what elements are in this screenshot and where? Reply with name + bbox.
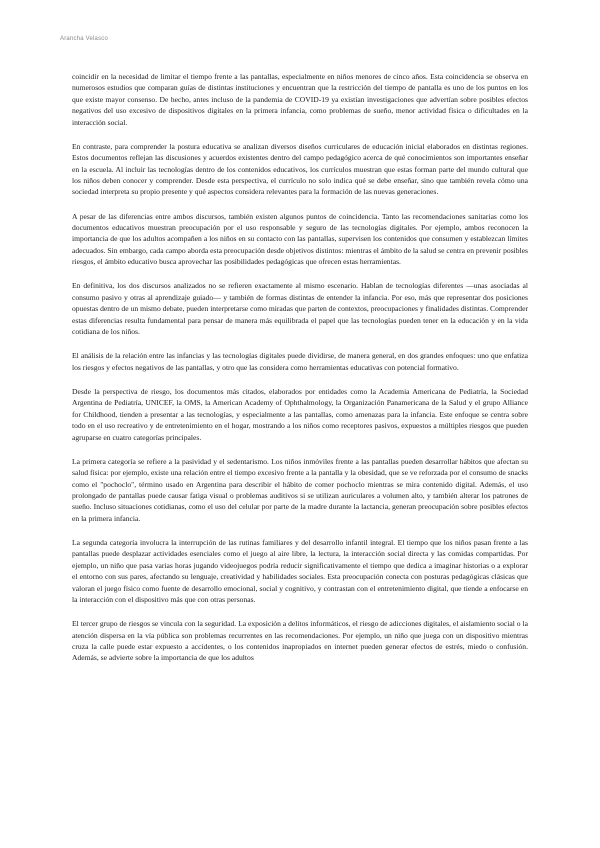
- paragraph: coincidir en la necesidad de limitar el tiempo frente a las pantallas, especialmente en niños menores de cinco años. Esta coincidencia se observa en numerosos estudios que comparan guías de distintas instituciones y encuentran que la restricción del tiempo de pantalla es uno de los puntos en los que existe mayor consenso. De hecho, antes incluso de la pandemia de COVID-19 ya existían investigaciones que advertían sobre posibles efectos negativos del uso excesivo de dispositivos digitales en la primera infancia, como problemas de sueño, menor actividad física o dificultades en la interacción social.: [72, 72, 528, 127]
- paragraph: En definitiva, los dos discursos analizados no se refieren exactamente al mismo escenario. Hablan de tecnologías diferentes —unas asociadas al consumo pasivo y otras al aprendizaje guiado— y también de formas distintas de entender la infancia. Por eso, más que representar dos posiciones opuestas dentro de un mismo debate, pueden interpretarse como miradas que parten de contextos, preocupaciones y finalidades distintas. Comprender estas diferencias resulta fundamental para pensar de manera más equilibrada el papel que las tecnologías pueden tener en la educación y en la vida cotidiana de los niños.: [72, 281, 528, 337]
- paragraph: La segunda categoría involucra la interrupción de las rutinas familiares y del desarrollo infantil integral. El tiempo que los niños pasan frente a las pantallas puede desplazar actividades esenciales como el juego al aire libre, la lectura, la interacción social directa y las comidas compartidas. Por ejemplo, un niño que pasa varias horas jugando videojuegos podría reducir significativamente el tiempo que dedica a imaginar historias o a explorar el entorno con sus pares, afectando su lenguaje, creatividad y habilidades sociales. Esta preocupación conecta con posturas pedagógicas clásicas que valoran el juego físico como fuente de desarrollo emocional, social y cognitivo, y contrastan con el entretenimiento digital, que tiende a enfocarse en la interacción con el dispositivo más que con otras personas.: [72, 537, 528, 605]
- paragraph: En contraste, para comprender la postura educativa se analizan diversos diseños curriculares de educación inicial elaborados en distintas regiones. Estos documentos reflejan las discusiones y acuerdos existentes dentro del campo pedagógico acerca de qué conocimientos son importantes enseñar en la escuela. Al incluir las tecnologías dentro de los contenidos educativos, los currículos muestran que estas forman parte del mundo cultural que los niños deben conocer y comprender. Desde esta perspectiva, el currículo no solo indica qué se debe enseñar, sino que también revela cómo una sociedad interpreta su propio presente y qué aspectos considera relevantes para la formación de las nuevas generaciones.: [72, 141, 528, 197]
- paragraph: A pesar de las diferencias entre ambos discursos, también existen algunos puntos de coincidencia. Tanto las recomendaciones sanitarias como los documentos educativos muestran preocupación por el uso responsable y seguro de las tecnologías digitales. Por ejemplo, ambos reconocen la importancia de que los adultos acompañen a los niños en su contacto con las pantallas, supervisen los contenidos que consumen y establezcan límites adecuados. Sin embargo, cada campo aborda esta preocupación desde objetivos distintos: mientras el ámbito de la salud se centra en prevenir posibles riesgos, el ámbito educativo busca aprovechar las posibilidades pedagógicas que ofrecen estas herramientas.: [72, 211, 528, 267]
- paragraph: Desde la perspectiva de riesgo, los documentos más citados, elaborados por entidades como la Academia Americana de Pediatría, la Sociedad Argentina de Pediatría, UNICEF, la OMS, la American Academy of Ophthalmology, la Organización Panamericana de la Salud y el grupo Alliance for Childhood, tienden a presentar a las tecnologías, y especialmente a las pantallas, como amenazas para la infancia. Este enfoque se centra sobre todo en el uso recreativo y de entretenimiento en el hogar, mostrando a los niños como receptores pasivos, expuestos a múltiples riesgos que pueden agruparse en cuatro categorías principales.: [72, 386, 528, 442]
- body-text: [72, 71, 528, 677]
- running-head: Arancha Velasco: [60, 36, 109, 42]
- paragraph: El análisis de la relación entre las infancias y las tecnologías digitales puede dividirse, de manera general, en dos grandes enfoques: uno que enfatiza los riesgos y efectos negativos de las pantallas, y otro que las considera como herramientas educativas con potencial formativo.: [72, 351, 528, 372]
- paragraph: El tercer grupo de riesgos se vincula con la seguridad. La exposición a delitos informáticos, el riesgo de adicciones digitales, el aislamiento social o la atención dispersa en la vía pública son problemas recurrentes en las recomendaciones. Por ejemplo, un niño que juega con un dispositivo mientras cruza la calle puede estar expuesto a accidentes, o los contenidos inapropiados en internet pueden generar efectos de estrés, miedo o confusión. Además, se advierte sobre la importancia de que los adultos: [72, 619, 528, 663]
- paragraph: La primera categoría se refiere a la pasividad y el sedentarismo. Los niños inmóviles frente a las pantallas pueden desarrollar hábitos que afectan su salud física: por ejemplo, existe una relación entre el tiempo excesivo frente a la pantalla y la obesidad, que se ve reforzada por el consumo de snacks como el "pochoclo", término usado en Argentina para describir el hábito de comer pochoclo mientras se mira contenido digital. Además, el uso prolongado de pantallas puede causar fatiga visual o problemas auditivos si se utilizan auriculares a volumen alto, y también alterar los patrones de sueño. Incluso situaciones cotidianas, como el uso del celular por parte de la madre durante la lactancia, generan preocupación sobre posibles efectos en la primera infancia.: [72, 456, 528, 523]
